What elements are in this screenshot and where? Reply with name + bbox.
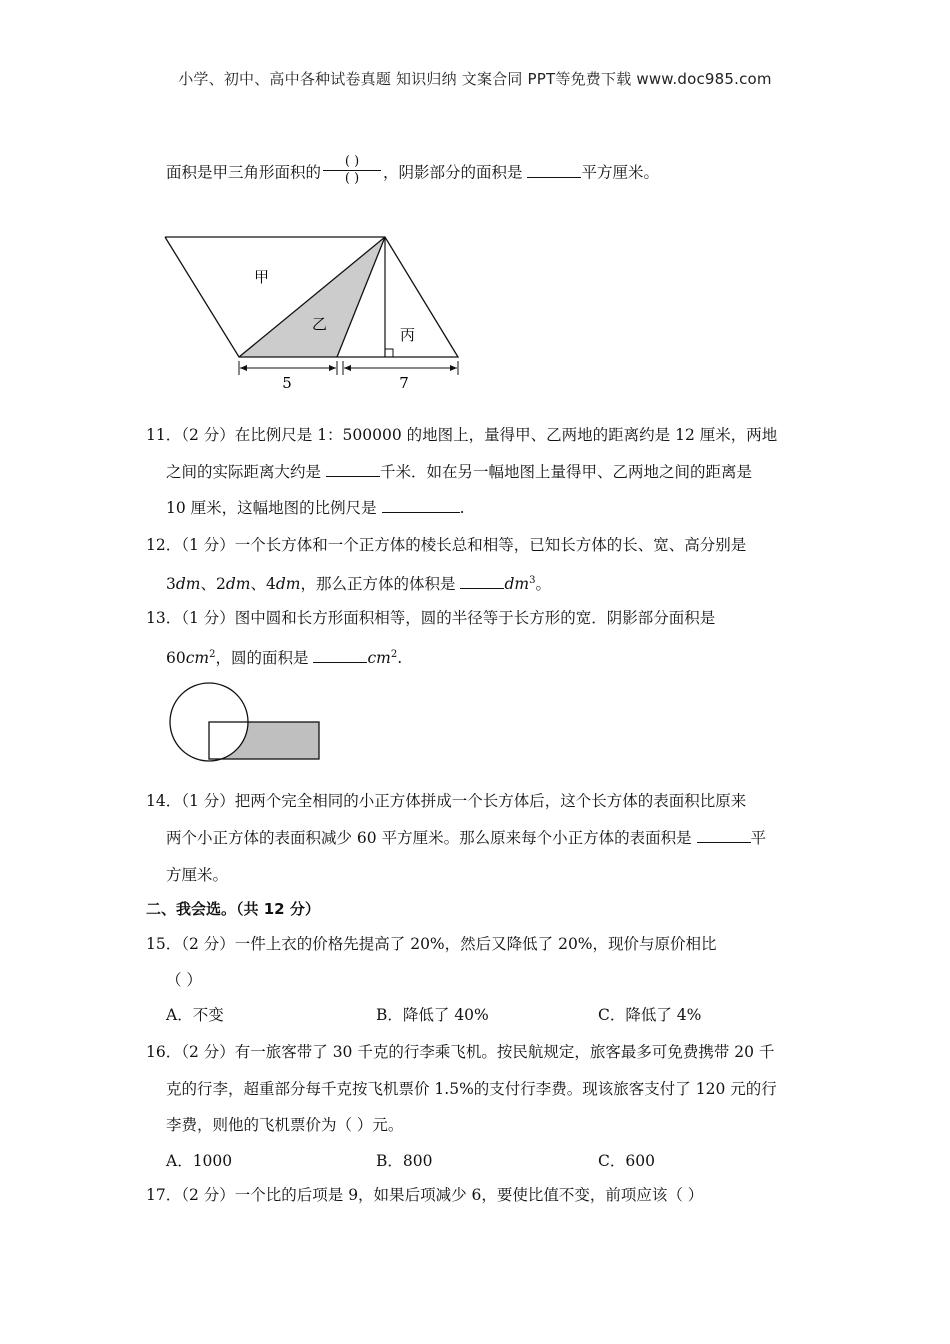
q12-width: 、2 bbox=[200, 575, 226, 594]
q10-frac-num: ( ) bbox=[344, 154, 360, 169]
page-header: 小学、初中、高中各种试卷真题 知识归纳 文案合同 PPT等免费下载 www.doc985.com bbox=[178, 70, 772, 88]
q14-line2 bbox=[166, 827, 766, 849]
q13-unit-2: cm bbox=[367, 649, 391, 668]
q13-text-1: （1 分）图中圆和长方形面积相等，圆的半径等于长方形的宽．阴影部分面积是 bbox=[181, 609, 716, 627]
q13-end: . bbox=[397, 649, 403, 668]
q10-frac-den: ( ) bbox=[344, 171, 360, 186]
q13-unit-1: cm bbox=[185, 649, 210, 668]
q10-figure bbox=[160, 232, 470, 397]
q15-option-a[interactable]: A．不变 bbox=[166, 1006, 224, 1024]
q12-unit-3: dm bbox=[275, 575, 301, 594]
q13-answer-blank[interactable] bbox=[313, 647, 367, 663]
q11-text-1: （2 分）在比例尺是 1：500000 的地图上，量得甲、乙两地的距离约是 12 厘米，两地 bbox=[181, 426, 778, 444]
q10-text-c: 平方厘米。 bbox=[581, 163, 659, 182]
arrow-right-1 bbox=[329, 365, 336, 371]
q10-text-b: ，阴影部分的面积是 bbox=[383, 163, 523, 182]
q14-line3: 方厘米。 bbox=[166, 866, 229, 884]
shaded-region bbox=[209, 722, 319, 759]
arrow-right-2 bbox=[450, 365, 457, 371]
q14-text-1: （1 分）把两个完全相同的小正方体拼成一个长方体后，这个长方体的表面积比原来 bbox=[181, 792, 747, 810]
q16-text-1: （2 分）有一旅客带了 30 千克的行李乘飞机。按民航规定，旅客最多可免费携带 20 千 bbox=[181, 1043, 775, 1061]
q12-answer-blank[interactable] bbox=[460, 573, 504, 589]
arrow-left-1 bbox=[240, 365, 247, 371]
right-angle-mark bbox=[385, 349, 393, 357]
q13-figure bbox=[165, 680, 325, 765]
label-yi: 乙 bbox=[312, 315, 328, 333]
q11-text-2a: 之间的实际距离大约是 bbox=[166, 463, 322, 481]
q15-number: 15． bbox=[146, 935, 182, 953]
q10-text bbox=[166, 154, 659, 189]
q13-line1 bbox=[146, 607, 715, 629]
arrow-left-2 bbox=[344, 365, 351, 371]
q11-line3 bbox=[166, 497, 465, 519]
q12-text-1: （1 分）一个长方体和一个正方体的棱长总和相等，已知长方体的长、宽、高分别是 bbox=[181, 536, 747, 554]
q14-number: 14． bbox=[146, 792, 182, 810]
q11-line1 bbox=[146, 424, 777, 446]
q14-text-2b: 平 bbox=[750, 829, 767, 847]
q12-end: 。 bbox=[535, 575, 551, 594]
q12-unit-1: dm bbox=[175, 575, 201, 594]
label-jia: 甲 bbox=[254, 268, 270, 286]
q13-area-value: 60 bbox=[166, 649, 186, 668]
q16-option-b[interactable]: B．800 bbox=[376, 1152, 433, 1170]
q16-line1 bbox=[146, 1041, 774, 1063]
q13-line2 bbox=[166, 644, 402, 669]
q16-line2: 克的行李，超重部分每千克按飞机票价 1.5%的支付行李费。现该旅客支付了 120 元的行 bbox=[166, 1080, 777, 1098]
q15-line1 bbox=[146, 933, 717, 955]
q15-option-c[interactable]: C．降低了 4% bbox=[598, 1006, 702, 1024]
section-2-heading: 二、我会选。（共 12 分） bbox=[146, 900, 320, 918]
q12-text-2: ，那么正方体的体积是 bbox=[300, 575, 456, 594]
q10-text-a: 面积是甲三角形面积的 bbox=[166, 163, 322, 182]
q13-exponent-2: 2 bbox=[390, 649, 398, 660]
q16-number: 16． bbox=[146, 1043, 182, 1061]
q15-option-b[interactable]: B．降低了 40% bbox=[376, 1006, 489, 1024]
q13-text-2: ，圆的面积是 bbox=[215, 649, 309, 668]
q12-unit-2: dm bbox=[225, 575, 251, 594]
q12-height: 、4 bbox=[250, 575, 276, 594]
q12-number: 12． bbox=[146, 536, 182, 554]
q13-exponent-1: 2 bbox=[209, 649, 216, 660]
q12-unit-4: dm bbox=[504, 575, 530, 594]
q11-text-2b: 千米．如在另一幅地图上量得甲、乙两地之间的距离是 bbox=[379, 463, 752, 481]
q10-fraction bbox=[323, 155, 381, 186]
q14-answer-blank[interactable] bbox=[697, 827, 751, 843]
q12-line2 bbox=[166, 570, 551, 595]
q11-number: 11． bbox=[146, 426, 182, 444]
q15-text-1: （2 分）一件上衣的价格先提高了 20%，然后又降低了 20%，现价与原价相比 bbox=[181, 935, 717, 953]
q11-text-3b: . bbox=[459, 499, 465, 517]
q14-text-2a: 两个小正方体的表面积减少 60 平方厘米。那么原来每个小正方体的表面积是 bbox=[166, 829, 692, 847]
q11-answer-blank-1[interactable] bbox=[326, 461, 380, 477]
q15-answer-paren[interactable]: （ ） bbox=[166, 971, 202, 989]
q16-option-c[interactable]: C．600 bbox=[598, 1152, 655, 1170]
label-bing: 丙 bbox=[400, 326, 416, 344]
length-label-5: 5 bbox=[282, 374, 292, 392]
q12-line1 bbox=[146, 534, 746, 556]
length-label-7: 7 bbox=[399, 374, 409, 392]
q14-line1 bbox=[146, 790, 746, 812]
q12-length: 3 bbox=[166, 575, 176, 594]
q16-option-a[interactable]: A．1000 bbox=[166, 1152, 233, 1170]
q17-text-1: （2 分）一个比的后项是 9，如果后项减少 6，要使比值不变，前项应该（ ） bbox=[181, 1186, 704, 1204]
q13-number: 13． bbox=[146, 609, 182, 627]
q11-answer-blank-2[interactable] bbox=[382, 497, 460, 513]
q11-line2 bbox=[166, 461, 752, 483]
q16-line3: 李费，则他的飞机票价为（ ）元。 bbox=[166, 1116, 404, 1134]
q12-exponent: 3 bbox=[529, 575, 536, 586]
q11-text-3a: 10 厘米，这幅地图的比例尺是 bbox=[166, 499, 377, 517]
q10-answer-blank[interactable] bbox=[527, 162, 581, 178]
q17-line1 bbox=[146, 1184, 703, 1206]
q17-number: 17． bbox=[146, 1186, 182, 1204]
